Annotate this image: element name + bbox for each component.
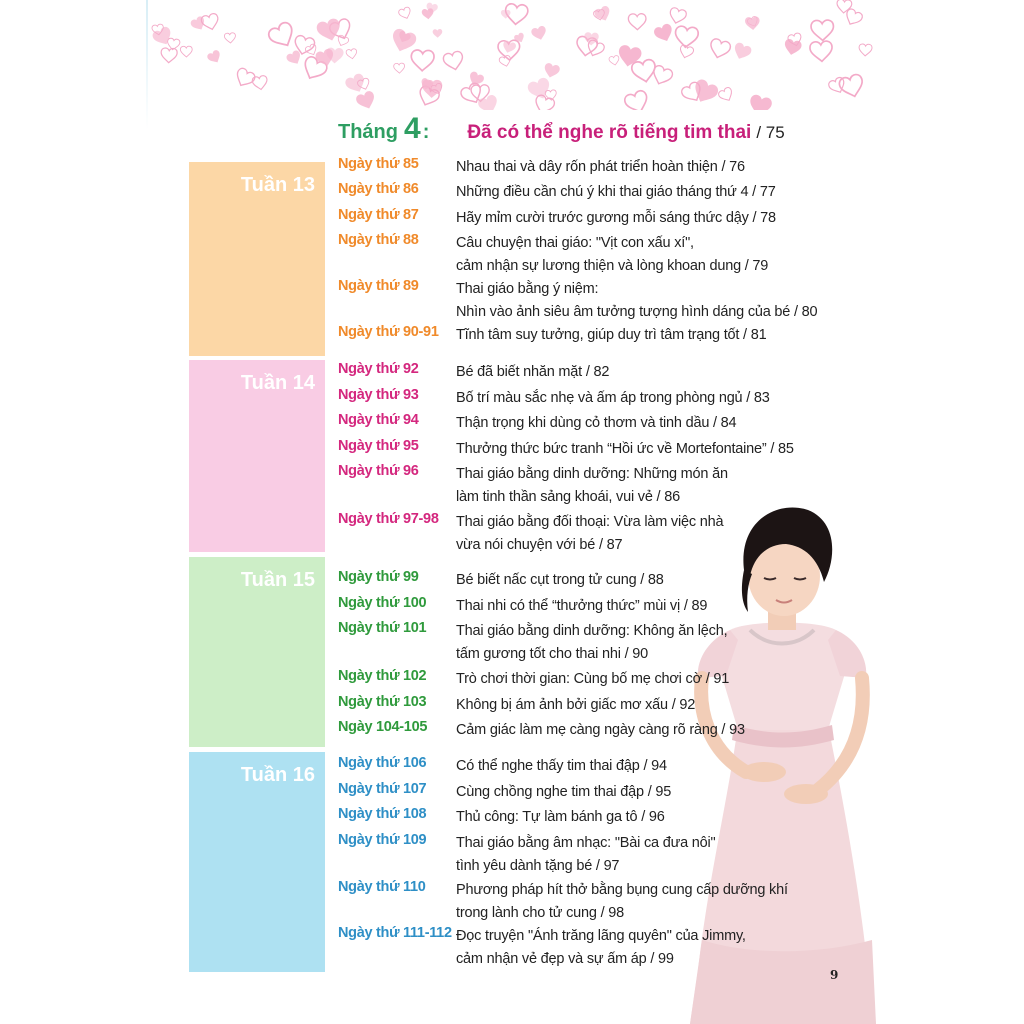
day-label: Ngày thứ 97-98 — [338, 511, 439, 527]
entry-line: Cùng chồng nghe tim thai đập / 95 — [456, 784, 672, 800]
month-colon: : — [422, 121, 430, 143]
heart-icon — [653, 22, 676, 44]
entry-text — [456, 511, 856, 557]
entry-line: Thưởng thức bức tranh “Hồi ức về Mortefontaine” / 85 — [456, 441, 794, 457]
heart-icon — [398, 6, 413, 20]
entry-text — [456, 181, 856, 204]
heart-icon — [442, 50, 465, 71]
week-block-14 — [189, 360, 325, 552]
heart-icon — [838, 73, 866, 99]
heart-icon — [224, 33, 236, 44]
month-word: Tháng — [338, 121, 398, 143]
entry-text — [456, 361, 856, 384]
entry-line: Đọc truyện "Ánh trăng lãng quyên" của Jimmy, — [456, 928, 746, 944]
entry-line: Thủ công: Tự làm bánh ga tô / 96 — [456, 809, 665, 825]
day-label: Ngày thứ 86 — [338, 181, 419, 197]
heart-icon — [650, 64, 674, 87]
entry-text — [456, 156, 856, 179]
month-title: Đã có thể nghe rõ tiếng tim thai — [467, 122, 752, 143]
day-label: Ngày thứ 87 — [338, 207, 419, 223]
entry-line: Bé biết nấc cụt trong tử cung / 88 — [456, 572, 664, 588]
heart-icon — [513, 32, 526, 44]
heart-icon — [542, 62, 560, 79]
entry-line: Thận trọng khi dùng cỏ thơm và tinh dầu / 84 — [456, 415, 737, 431]
week-label: Tuần 15 — [240, 569, 315, 591]
entry-line: Bé đã biết nhăn mặt / 82 — [456, 364, 610, 380]
week-label: Tuần 13 — [240, 174, 315, 196]
entry-text — [456, 719, 856, 742]
entry-line: Thai giáo bằng âm nhạc: "Bài ca đưa nôi" — [456, 835, 716, 851]
day-label: Ngày thứ 103 — [338, 694, 427, 710]
entry-line: Không bị ám ảnh bởi giấc mơ xấu / 92 — [456, 697, 696, 713]
heart-icon — [668, 7, 687, 25]
day-label: Ngày thứ 108 — [338, 806, 427, 822]
entry-text — [456, 569, 856, 592]
heart-icon — [530, 25, 548, 42]
entry-line: Thai giáo bằng ý niệm: — [456, 281, 599, 297]
day-label: Ngày thứ 95 — [338, 438, 419, 454]
entry-text — [456, 781, 856, 804]
month-page-ref: / 75 — [756, 123, 785, 142]
heart-icon — [623, 89, 651, 110]
heart-icon — [346, 48, 358, 59]
heart-icon — [593, 5, 613, 24]
week-block-16 — [189, 752, 325, 972]
heart-icon — [433, 29, 443, 38]
day-label: Ngày thứ 96 — [338, 463, 419, 479]
day-label: Ngày thứ 102 — [338, 668, 427, 684]
entry-text — [456, 278, 856, 324]
entry-text — [456, 832, 856, 878]
entry-line: Thai giáo bằng đối thoại: Vừa làm việc nhà — [456, 514, 724, 530]
heart-icon — [411, 50, 434, 71]
entry-line: Nhau thai và dây rốn phát triển hoàn thiện / 76 — [456, 159, 745, 175]
heart-icon — [811, 20, 834, 41]
entry-line: Hãy mỉm cười trước gương mỗi sáng thức dậy / 78 — [456, 210, 776, 226]
heart-icon — [609, 55, 620, 66]
heart-icon — [161, 48, 178, 63]
day-label: Ngày thứ 93 — [338, 387, 419, 403]
day-label: Ngày thứ 100 — [338, 595, 427, 611]
entry-text — [456, 595, 856, 618]
entry-line: Phương pháp hít thở bằng bụng cung cấp dưỡng khí — [456, 882, 788, 898]
entry-line: tình yêu dành tặng bé / 97 — [456, 858, 620, 874]
day-label: Ngày thứ 92 — [338, 361, 419, 377]
heart-icon — [708, 38, 732, 61]
entry-text — [456, 806, 856, 829]
entry-text — [456, 694, 856, 717]
entry-line: Thai nhi có thể “thưởng thức” mùi vị / 89 — [456, 598, 708, 614]
entry-text — [456, 387, 856, 410]
entry-line: Thai giáo bằng dinh dưỡng: Những món ăn — [456, 466, 728, 482]
entry-line: Trò chơi thời gian: Cùng bố mẹ chơi cờ / 91 — [456, 671, 730, 687]
entry-line: Những điều cần chú ý khi thai giáo tháng thứ 4 / 77 — [456, 184, 776, 200]
heart-icon — [674, 26, 699, 49]
week-label: Tuần 16 — [240, 764, 315, 786]
heart-icon — [206, 49, 223, 66]
heart-icon — [745, 16, 761, 30]
day-label: Ngày thứ 89 — [338, 278, 419, 294]
week-block-15 — [189, 557, 325, 747]
heart-icon — [189, 15, 207, 33]
entry-line: Thai giáo bằng dinh dưỡng: Không ăn lệch, — [456, 623, 728, 639]
entry-line: vừa nói chuyện với bé / 87 — [456, 537, 623, 553]
heart-icon — [355, 90, 378, 110]
day-label: Ngày thứ 99 — [338, 569, 419, 585]
heart-icon — [859, 44, 873, 56]
heart-icon — [747, 94, 773, 110]
week-block-13 — [189, 162, 325, 356]
heart-icon — [616, 44, 642, 69]
heart-icon — [501, 40, 517, 55]
heart-icon — [731, 41, 753, 62]
entry-text — [456, 207, 856, 230]
page-number: 9 — [830, 968, 839, 982]
heart-icon — [717, 86, 735, 103]
month-number: 4 — [404, 112, 421, 145]
entry-text — [456, 879, 856, 925]
heart-icon — [180, 46, 192, 57]
entry-text — [456, 463, 856, 509]
entry-line: Câu chuyện thai giáo: "Vịt con xấu xí", — [456, 235, 694, 251]
entry-text — [456, 925, 856, 971]
entry-line: Bố trí màu sắc nhẹ và ấm áp trong phòng ngủ / 83 — [456, 390, 770, 406]
entry-text — [456, 620, 856, 666]
entry-line: Cảm giác làm mẹ càng ngày càng rõ ràng / 93 — [456, 722, 745, 738]
day-label: Ngày 104-105 — [338, 719, 428, 735]
month-header — [338, 112, 785, 148]
heart-icon — [267, 20, 299, 51]
day-label: Ngày thứ 109 — [338, 832, 427, 848]
heart-icon — [810, 41, 833, 62]
heart-icon — [421, 8, 434, 20]
entry-line: làm tinh thần sảng khoái, vui vẻ / 86 — [456, 489, 680, 505]
heart-icon — [827, 76, 847, 95]
day-label: Ngày thứ 106 — [338, 755, 427, 771]
entry-text — [456, 438, 856, 461]
entry-text — [456, 755, 856, 778]
day-label: Ngày thứ 101 — [338, 620, 427, 636]
heart-icon — [678, 44, 694, 59]
heart-icon — [344, 72, 369, 96]
entry-line: trong lành cho tử cung / 98 — [456, 905, 624, 921]
heart-icon — [394, 63, 405, 73]
week-label: Tuần 14 — [240, 372, 315, 394]
heart-icon — [836, 0, 852, 14]
day-label: Ngày thứ 111-112 — [338, 925, 452, 941]
hearts-decoration — [148, 0, 876, 110]
entry-line: cảm nhận vẻ đẹp và sự ấm áp / 99 — [456, 951, 674, 967]
entry-line: tấm gương tốt cho thai nhi / 90 — [456, 646, 648, 662]
day-label: Ngày thứ 107 — [338, 781, 427, 797]
day-label: Ngày thứ 110 — [338, 879, 426, 895]
entry-line: Có thể nghe thấy tim thai đập / 94 — [456, 758, 667, 774]
entry-line: cảm nhận sự lương thiện và lòng khoan dung / 79 — [456, 258, 769, 274]
entry-text — [456, 324, 856, 347]
heart-icon — [532, 94, 555, 110]
entry-text — [456, 668, 856, 691]
entry-text — [456, 412, 856, 435]
day-label: Ngày thứ 90-91 — [338, 324, 439, 340]
book-page — [148, 0, 876, 1024]
heart-icon — [628, 14, 646, 30]
entry-line: Nhìn vào ảnh siêu âm tưởng tượng hình dáng của bé / 80 — [456, 304, 818, 320]
day-label: Ngày thứ 88 — [338, 232, 419, 248]
entry-line: Tĩnh tâm suy tưởng, giúp duy trì tâm trạng tốt / 81 — [456, 327, 767, 343]
day-label: Ngày thứ 85 — [338, 156, 419, 172]
day-label: Ngày thứ 94 — [338, 412, 419, 428]
heart-icon — [477, 94, 501, 110]
entry-text — [456, 232, 856, 278]
